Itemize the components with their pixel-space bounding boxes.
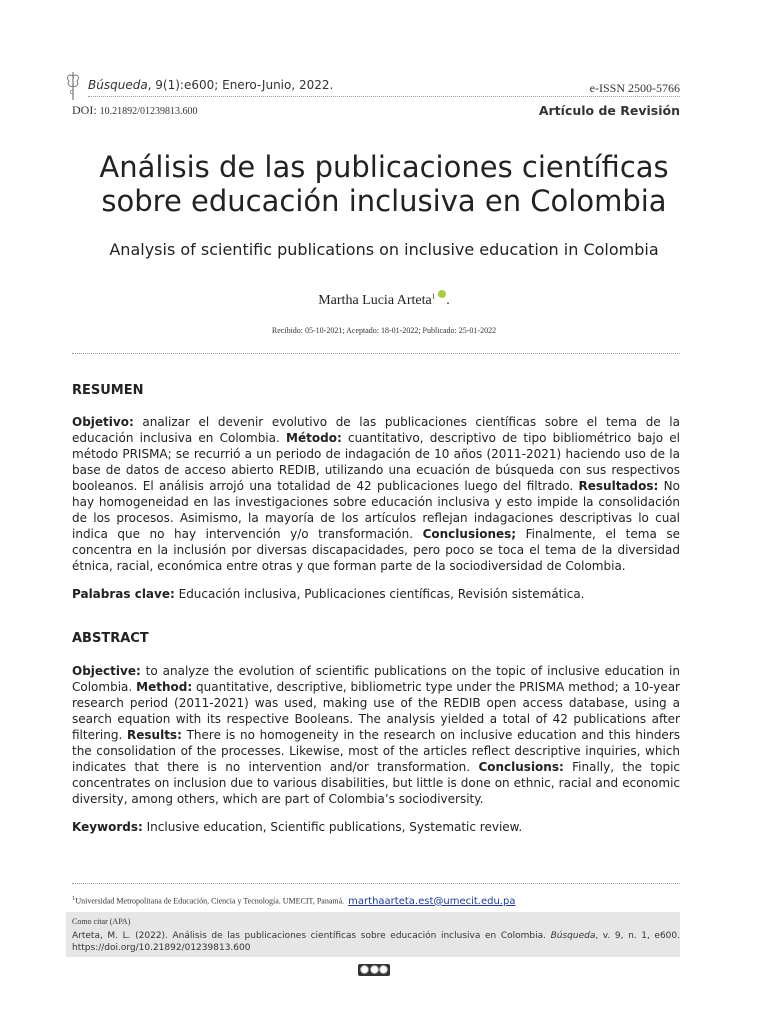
title-line-2: sobre educación inclusiva en Colombia: [101, 184, 667, 218]
abstract-heading: ABSTRACT: [72, 631, 149, 646]
results-label: Results:: [127, 728, 182, 742]
citation-after: , v. 9, n. 1, e600. https://doi.org/10.21892/01239813.600: [72, 931, 680, 953]
author-email-link[interactable]: marthaarteta.est@umecit.edu.pa: [348, 895, 516, 907]
affiliation-footnote: [72, 895, 515, 907]
keywords-text: Inclusive education, Scientific publications, Systematic review.: [142, 820, 523, 834]
method-text: quantitative, descriptive, bibliometric type under the PRISMA method; a 10-year research period (2011-2021) was used, making use of the REDIB open access database, using a search equation with its respective Booleans. The analysis yielded a total of 42 publications after filtering.: [72, 680, 680, 742]
objetivo-label: Objetivo:: [72, 415, 134, 429]
by-circle-icon: [370, 965, 379, 974]
conclusions-label: Conclusions:: [478, 760, 564, 774]
objective-label: Objective:: [72, 664, 141, 678]
article-type: Artículo de Revisión: [538, 103, 680, 118]
subtitle: Analysis of scientific publications on inclusive education in Colombia: [109, 240, 659, 259]
keywords: [72, 819, 680, 835]
author-affiliation-marker: 1: [431, 292, 436, 301]
citation-journal: Búsqueda: [550, 931, 596, 941]
publication-dates: Recibido: 05-10-2021; Aceptado: 18-01-2022; Publicado: 25-01-2022: [271, 326, 497, 335]
citation-text: [72, 930, 680, 954]
conclusions-text: Finally, the topic concentrates on inclusion due to various disabilities, but little is done on ethnic, racial and economic diversity, among others, which are part of Colombia’s sociodiversity.: [72, 760, 680, 806]
palabras-clave: [72, 586, 680, 602]
resumen-body: [72, 414, 680, 574]
title-line-1: Análisis de las publicaciones científicas: [99, 150, 669, 184]
footer-divider: [72, 883, 680, 884]
author-trail: .: [446, 293, 450, 308]
conclusiones-text: Finalmente, el tema se concentra en la inclusión por diversas discapacidades, pero poco se toca el tema de la diversidad étnica, racial, económica entre otras y que forman parte de la sociodiversidad de Colombia.: [72, 527, 680, 573]
author-name: Martha Lucia Arteta: [318, 293, 432, 308]
journal-logo-icon: [64, 66, 82, 102]
resultados-text: No hay homogeneidad en las investigaciones sobre educación inclusiva y esto impide la consolidación de los procesos. Asimismo, la mayoría de los artículos reflejan indagaciones descriptivas lo cual indica que no hay intervención y/o transformación.: [72, 479, 680, 541]
citation-before: Arteta, M. L. (2022). Análisis de las publicaciones científicas sobre educación inclusiva en Colombia.: [72, 931, 551, 941]
nc-circle-icon: [379, 965, 388, 974]
method-label: Method:: [136, 680, 193, 694]
issn: e-ISSN 2500-5766: [589, 81, 680, 95]
journal-citation-line: [88, 78, 333, 92]
palabras-clave-label: Palabras clave:: [72, 587, 175, 601]
doi-value[interactable]: 10.21892/01239813.600: [99, 106, 198, 117]
header-divider: [88, 96, 680, 97]
palabras-clave-text: Educación inclusiva, Publicaciones científicas, Revisión sistemática.: [174, 587, 585, 601]
cc-by-nc-sa-icon[interactable]: [358, 964, 390, 976]
journal-issue: , 9(1):e600; Enero-Junio, 2022.: [147, 78, 334, 92]
footnote-marker: 1: [72, 895, 76, 902]
citation-label: Como citar (APA): [72, 917, 131, 926]
section-divider: [72, 353, 680, 354]
journal-name: Búsqueda: [88, 78, 148, 92]
resultados-label: Resultados:: [578, 479, 659, 493]
footnote-text: Universidad Metropolitana de Educación, Ciencia y Tecnología. UMECIT, Panamá.: [75, 896, 345, 906]
cc-circle-icon: [360, 965, 369, 974]
page-title: [40, 150, 728, 218]
metodo-text: cuantitativo, descriptivo de tipo bibliométrico bajo el método PRISMA; se recurrió a un periodo de indagación de 10 años (2011-2021) haciendo uso de la base de datos de acceso abierto REDIB, utilizando una ecuación de búsqueda con sus respectivos booleanos. El análisis arrojó una totalidad de 42 publicaciones luego del filtrado.: [72, 431, 681, 493]
doi-label: DOI:: [72, 103, 97, 117]
resumen-heading: RESUMEN: [72, 383, 144, 398]
doi: [72, 103, 197, 118]
conclusiones-label: Conclusiones;: [422, 527, 517, 541]
results-text: There is no homogeneity in the research on inclusive education and this hinders the consolidation of the processes. Likewise, most of the articles reflect descriptive inquiries, which indicates that there is no intervention and/or transformation.: [72, 728, 680, 774]
keywords-label: Keywords:: [72, 820, 143, 834]
objective-text: to analyze the evolution of scientific publications on the topic of inclusive education in Colombia.: [72, 664, 680, 694]
objetivo-text: analizar el devenir evolutivo de las publicaciones científicas sobre el tema de la educación inclusiva en Colombia.: [72, 415, 680, 445]
abstract-body: [72, 663, 680, 807]
author-line: [40, 290, 728, 309]
metodo-label: Método:: [286, 431, 342, 445]
